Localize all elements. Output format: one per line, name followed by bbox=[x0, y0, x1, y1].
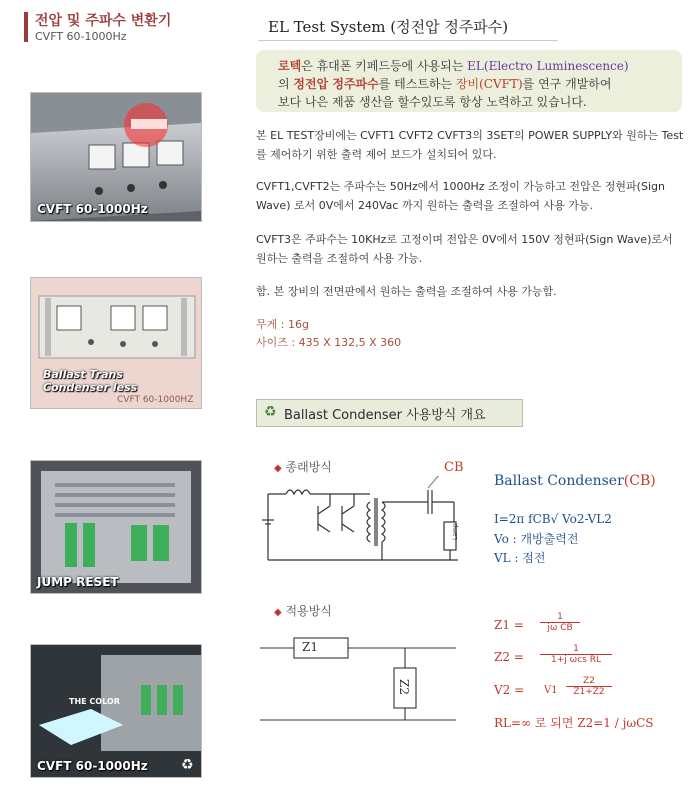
z2-fraction bbox=[540, 644, 612, 665]
intro-text-1: 은 휴대폰 키페드등에 사용되는 bbox=[301, 59, 468, 73]
v2-formula-lhs: V2 = bbox=[494, 683, 525, 697]
intro-el-full: (Electro Luminescence) bbox=[483, 59, 629, 73]
description-paragraph-4: 함. 본 장비의 전면판에서 원하는 출력을 조절하여 사용 가능함. bbox=[256, 285, 557, 298]
device-el-panel-illustration bbox=[31, 645, 201, 777]
legacy-circuit-diagram bbox=[258, 476, 480, 572]
v2-numerator: Z2 bbox=[583, 676, 595, 686]
description-paragraph-3: CVFT3은 주파수는 10KHz로 고정이며 전압은 0V에서 150V 정현파(Sign Wave)로서 원하는 출력을 조절하여 사용 가능. bbox=[256, 233, 673, 265]
spec-weight: 무게 : 16g bbox=[256, 318, 309, 331]
legacy-method-text: 종래방식 bbox=[285, 460, 332, 474]
photo-1-caption: CVFT 60-1000Hz bbox=[37, 202, 148, 216]
ballast-condenser-heading bbox=[494, 473, 656, 489]
diamond-bullet-icon: ◆ bbox=[274, 463, 282, 474]
applied-circuit-diagram bbox=[258, 630, 468, 730]
lamp-label: Lamp bbox=[452, 523, 459, 540]
intro-text bbox=[278, 57, 678, 111]
z2-box-label: Z2 bbox=[396, 679, 411, 695]
rl-infinity-formula: RL=∞ 로 되면 Z2=1 / jωCS bbox=[494, 716, 654, 730]
z2-formula-lhs: Z2 = bbox=[494, 650, 524, 664]
photo-2-caption-line2: Condenser less bbox=[43, 381, 138, 394]
formula-current: I=2π fCB√ Vo2-VL2 bbox=[494, 512, 612, 526]
photo-4-caption: CVFT 60-1000Hz bbox=[37, 759, 148, 773]
z1-box-label: Z1 bbox=[302, 640, 318, 654]
bc-title-text: Ballast Condenser bbox=[494, 473, 624, 489]
intro-el: EL bbox=[467, 59, 484, 73]
intro-text-2: 의 bbox=[278, 77, 294, 91]
product-photo-4 bbox=[30, 644, 202, 778]
formula-vl: VL : 점전 bbox=[494, 551, 546, 565]
description-paragraph-2: CVFT1,CVFT2는 주파수는 50Hz에서 1000Hz 조정이 가능하고 전압은 정현파(Sign Wave) 로서 0V에서 240Vac 까지 원하는 출력을 조절하여 사용 가능. bbox=[256, 180, 665, 212]
recycle-icon: ♻ bbox=[264, 404, 277, 420]
intro-text-3: 를 테스트하는 bbox=[378, 77, 456, 91]
v2-v1: V1 bbox=[544, 685, 558, 696]
intro-device: 장비(CVFT) bbox=[455, 77, 523, 91]
cb-label: CB bbox=[444, 460, 464, 475]
photo-3-caption: JUMP RESET bbox=[37, 575, 119, 589]
z1-fraction bbox=[540, 612, 580, 633]
intro-text-5: 보다 나은 제품 생산을 할수있도록 항상 노력하고 있습니다. bbox=[278, 95, 587, 109]
section-title: Ballast Condenser 사용방식 개요 bbox=[284, 408, 486, 423]
applied-method-text: 적용방식 bbox=[285, 604, 332, 618]
page-title: 전압 및 주파수 변환기 bbox=[35, 13, 172, 29]
product-photo-2 bbox=[30, 277, 202, 409]
photo-2-caption-line1: Ballast Trans bbox=[43, 368, 123, 381]
photo-4-tag: THE COLOR bbox=[69, 697, 120, 706]
legacy-method-label bbox=[274, 458, 332, 475]
description-paragraph-1: 본 EL TEST장비에는 CVFT1 CVFT2 CVFT3의 3SET의 POWER SUPPLY와 원하는 Test를 제어하기 위한 출력 제어 보드가 설치되어 있다. bbox=[256, 129, 684, 161]
intro-company: 로텍 bbox=[278, 59, 302, 73]
product-photo-1 bbox=[30, 92, 202, 222]
device-rear-illustration bbox=[31, 461, 201, 593]
z1-denominator: jω CB bbox=[540, 622, 580, 633]
spec-size: 사이즈 : 435 X 132,5 X 360 bbox=[256, 336, 402, 349]
z2-denominator: 1+j ωcs RL bbox=[540, 654, 612, 665]
el-test-title: EL Test System (정전압 정주파수) bbox=[268, 18, 509, 36]
title-divider bbox=[258, 40, 558, 41]
formula-vo: Vo : 개방출력전 bbox=[494, 532, 579, 546]
page-subtitle: CVFT 60-1000Hz bbox=[35, 30, 127, 43]
z1-numerator: 1 bbox=[557, 612, 563, 622]
bc-title-cb: (CB) bbox=[623, 473, 656, 489]
intro-cvcf: 정전압 정주파수 bbox=[293, 77, 379, 91]
v2-fraction bbox=[566, 676, 612, 697]
product-photo-3 bbox=[30, 460, 202, 594]
photo-2-model-label: CVFT 60-1000HZ bbox=[117, 395, 194, 405]
diamond-bullet-icon: ◆ bbox=[274, 607, 282, 618]
z1-formula-lhs: Z1 = bbox=[494, 618, 524, 632]
title-accent-bar bbox=[24, 12, 28, 42]
applied-method-label bbox=[274, 602, 332, 619]
z2-numerator: 1 bbox=[573, 644, 579, 654]
intro-text-4: 를 연구 개발하여 bbox=[522, 77, 612, 91]
v2-denominator: Z1+Z2 bbox=[566, 686, 612, 697]
recycle-icon: ♻ bbox=[181, 757, 194, 773]
